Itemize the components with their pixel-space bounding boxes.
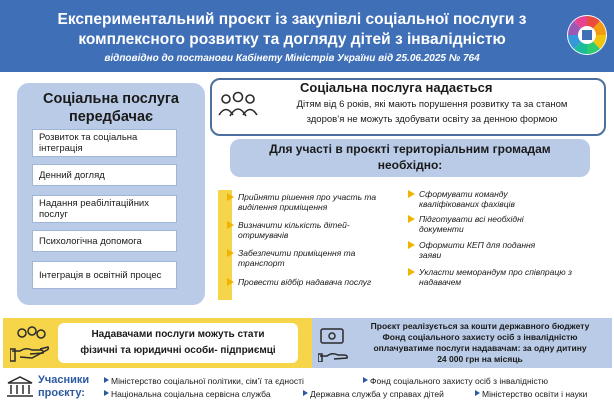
- government-building-icon: [6, 375, 34, 399]
- triangle-icon: [475, 390, 480, 396]
- triangle-icon: [303, 390, 308, 396]
- people-group-icon: [218, 91, 258, 121]
- step-memorandum: Укласти меморандум про співпрацю з надавачем: [419, 267, 579, 287]
- requirements-title-1: Для участі в проєкті територіальним громадам: [269, 142, 551, 156]
- service-item-education: Інтеграція в освітній процес: [32, 261, 177, 289]
- service-title: Соціальна послуга передбачає: [43, 91, 179, 125]
- funding-text-4: 24 000 грн на місяць: [437, 354, 523, 364]
- step-count-children: Визначити кількість дітей-отримувачів: [238, 220, 378, 240]
- provided-text-1: Дітям від 6 років, які мають порушення розвитку та за станом: [296, 99, 568, 110]
- hand-coins-icon: [10, 325, 50, 363]
- service-item-day-care: Денний догляд: [32, 164, 177, 186]
- arrow-icon: [408, 215, 415, 223]
- step-select-provider: Провести відбір надавача послуг: [238, 277, 408, 287]
- header-banner: [0, 0, 614, 72]
- providers-text-2: фізичні та юридичні особи- підприємці: [80, 345, 276, 356]
- funding-text-3: оплачуватиме послуги надавачам: за одну дитину: [373, 343, 587, 353]
- participant-ministry-education: Міністерство освіти і науки: [475, 389, 587, 399]
- service-item-rehabilitation: Надання реабілітаційних послуг: [32, 195, 177, 223]
- arrow-icon: [408, 268, 415, 276]
- participant-service: Національна соціальна сервісна служба: [104, 389, 271, 399]
- service-item-psychology: Психологічна допомога: [32, 230, 177, 252]
- participants-label-1: Учасники: [38, 374, 90, 386]
- funding-text-1: Проєкт реалізується за кошти державного бюджету: [370, 321, 590, 331]
- step-premises: Забезпечити приміщення та транспорт: [238, 248, 398, 268]
- funding-text-2: Фонд соціального захисту осіб з інвалідністю: [382, 332, 578, 342]
- step-decision: Прийняти рішення про участь та виділення приміщення: [238, 192, 408, 212]
- title-line-1: Експериментальний проєкт із закупівлі соціальної послуги з: [57, 11, 527, 28]
- arrow-icon: [408, 190, 415, 198]
- provided-text-2: здоров’я не можуть здобувати освіту за денною формою: [306, 114, 558, 125]
- arrow-icon: [408, 241, 415, 249]
- provided-title: Соціальна послуга надається: [300, 80, 493, 95]
- participant-ministry-social: Міністерство соціальної політики, сім’ї та єдності: [104, 376, 304, 386]
- arrow-icon: [227, 193, 234, 201]
- title-line-2: комплексного розвитку та догляду дітей з інвалідністю: [78, 31, 506, 48]
- step-kep: Оформити КЕП для подання заяви: [419, 240, 549, 260]
- triangle-icon: [104, 377, 109, 383]
- money-icon: [318, 326, 352, 362]
- participant-fund: Фонд соціального захисту осіб з інвалідністю: [363, 376, 548, 386]
- triangle-icon: [363, 377, 368, 383]
- participant-children-service: Державна служба у справах дітей: [303, 389, 444, 399]
- participants-label-2: проєкту:: [38, 387, 85, 399]
- ministry-logo-icon: [565, 13, 609, 57]
- step-documents: Підготувати всі необхідні документи: [419, 214, 564, 234]
- providers-text-1: Надавачами послуги можуть стати: [91, 329, 265, 340]
- requirements-title-2: необхідно:: [377, 158, 443, 172]
- arrow-icon: [227, 278, 234, 286]
- arrow-icon: [227, 221, 234, 229]
- subtitle: відповідно до постанови Кабінету Міністрів України від 25.06.2025 № 764: [104, 53, 480, 64]
- triangle-icon: [104, 390, 109, 396]
- service-item-development: Розвиток та соціальна інтеграція: [32, 129, 177, 157]
- arrow-icon: [227, 249, 234, 257]
- step-form-team: Сформувати команду кваліфікованих фахівців: [419, 189, 569, 209]
